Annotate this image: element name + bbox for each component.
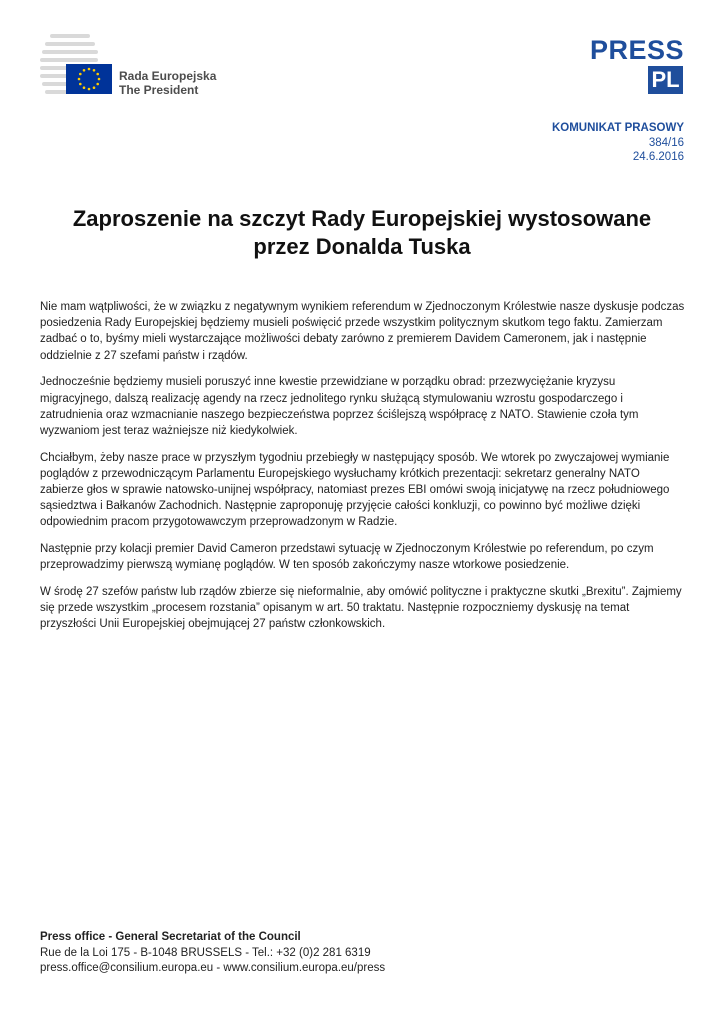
footer-office: Press office - General Secretariat of the Council — [40, 931, 301, 943]
press-language-badge: PL — [648, 66, 683, 94]
release-meta — [552, 121, 684, 165]
title-line-2: przez Donalda Tuska — [253, 234, 471, 259]
organization-name — [119, 69, 216, 97]
release-number: 384/16 — [648, 136, 684, 149]
release-date: 24.6.2016 — [632, 151, 684, 163]
paragraph: Następnie przy kolacji premier David Cameron przedstawi sytuację w Zjednoczonym Królestwie po referendum, po czym przeprowadzimy pierwszą wymianę poglądów. W ten sposób zakończymy nasze wtorkowe posiedzenie. — [40, 543, 654, 572]
footer — [40, 930, 385, 977]
eu-flag-icon — [66, 64, 112, 94]
council-logo — [40, 32, 240, 98]
article-body — [40, 299, 686, 643]
organization-line-1: Rada Europejska — [119, 69, 217, 83]
footer-address: Rue de la Loi 175 - B-1048 BRUSSELS - Tel.: +32 (0)2 281 6319 — [40, 946, 371, 959]
press-word: PRESS — [589, 35, 684, 65]
footer-contact[interactable]: press.office@consilium.europa.eu - www.consilium.europa.eu/press — [40, 962, 386, 974]
press-logo — [584, 36, 684, 96]
title-line-1: Zaproszenie na szczyt Rady Europejskiej wystosowane — [72, 206, 652, 231]
release-kind: KOMUNIKAT PRASOWY — [551, 122, 684, 134]
paragraph: W środę 27 szefów państw lub rządów zbierze się nieformalnie, aby omówić polityczne i praktyczne skutki „Brexitu”. Zajmiemy się przede wszystkim „procesem rozstania” opisanym w art. 50 traktatu. Następnie rozpoczniemy dyskusję na temat przyszłości Unii Europejskiej obejmującej 27 państw członkowskich. — [40, 586, 682, 631]
page-title — [40, 205, 684, 261]
paragraph: Nie mam wątpliwości, że w związku z negatywnym wynikiem referendum w Zjednoczonym Królestwie nasze dyskusje podczas posiedzenia Rady Europejskiej będziemy musieli poświęcić przede wszystkim politycznym skutkom tego faktu. Zamierzam zadbać o to, byśmy mieli wystarczające możliwości debaty zarówno z premierem Davidem Cameronem, jak i następnie oddzielnie z 27 szefami państw i rządów. — [40, 301, 685, 362]
paragraph: Chciałbym, żeby nasze prace w przyszłym tygodniu przebiegły w następujący sposób. We wtorek po zwyczajowej wymianie poglądów z przewodniczącym Parlamentu Europejskiego wysłuchamy krótkich prezentacji: sekretarz generalny NATO zabierze głos w sprawie natowsko-unijnej współpracy, natomiast prezes EBI omówi swoją inicjatywę na rzecz południowego sąsiedztwa i Bałkanów Zachodnich. Następnie zaproponuję przyjęcie całości konkluzji, co powinno być możliwe dzięki odpowiednim pracom przygotowawczym przeprowadzonym w Radzie. — [40, 451, 670, 529]
paragraph: Jednocześnie będziemy musieli poruszyć inne kwestie przewidziane w porządku obrad: przezwyciężanie kryzysu migracyjnego, dalszą realizację agendy na rzecz jednolitego rynku służącą stymulowaniu wzrostu gospodarczego i zatrudnienia oraz wzmacnianie naszego bezpieczeństwa poprzez ściślejszą współpracę z NATO. Stawienie czoła tym wyzwaniom jest teraz ważniejsze niż kiedykolwiek. — [40, 376, 639, 437]
organization-line-2: The President — [119, 83, 199, 97]
